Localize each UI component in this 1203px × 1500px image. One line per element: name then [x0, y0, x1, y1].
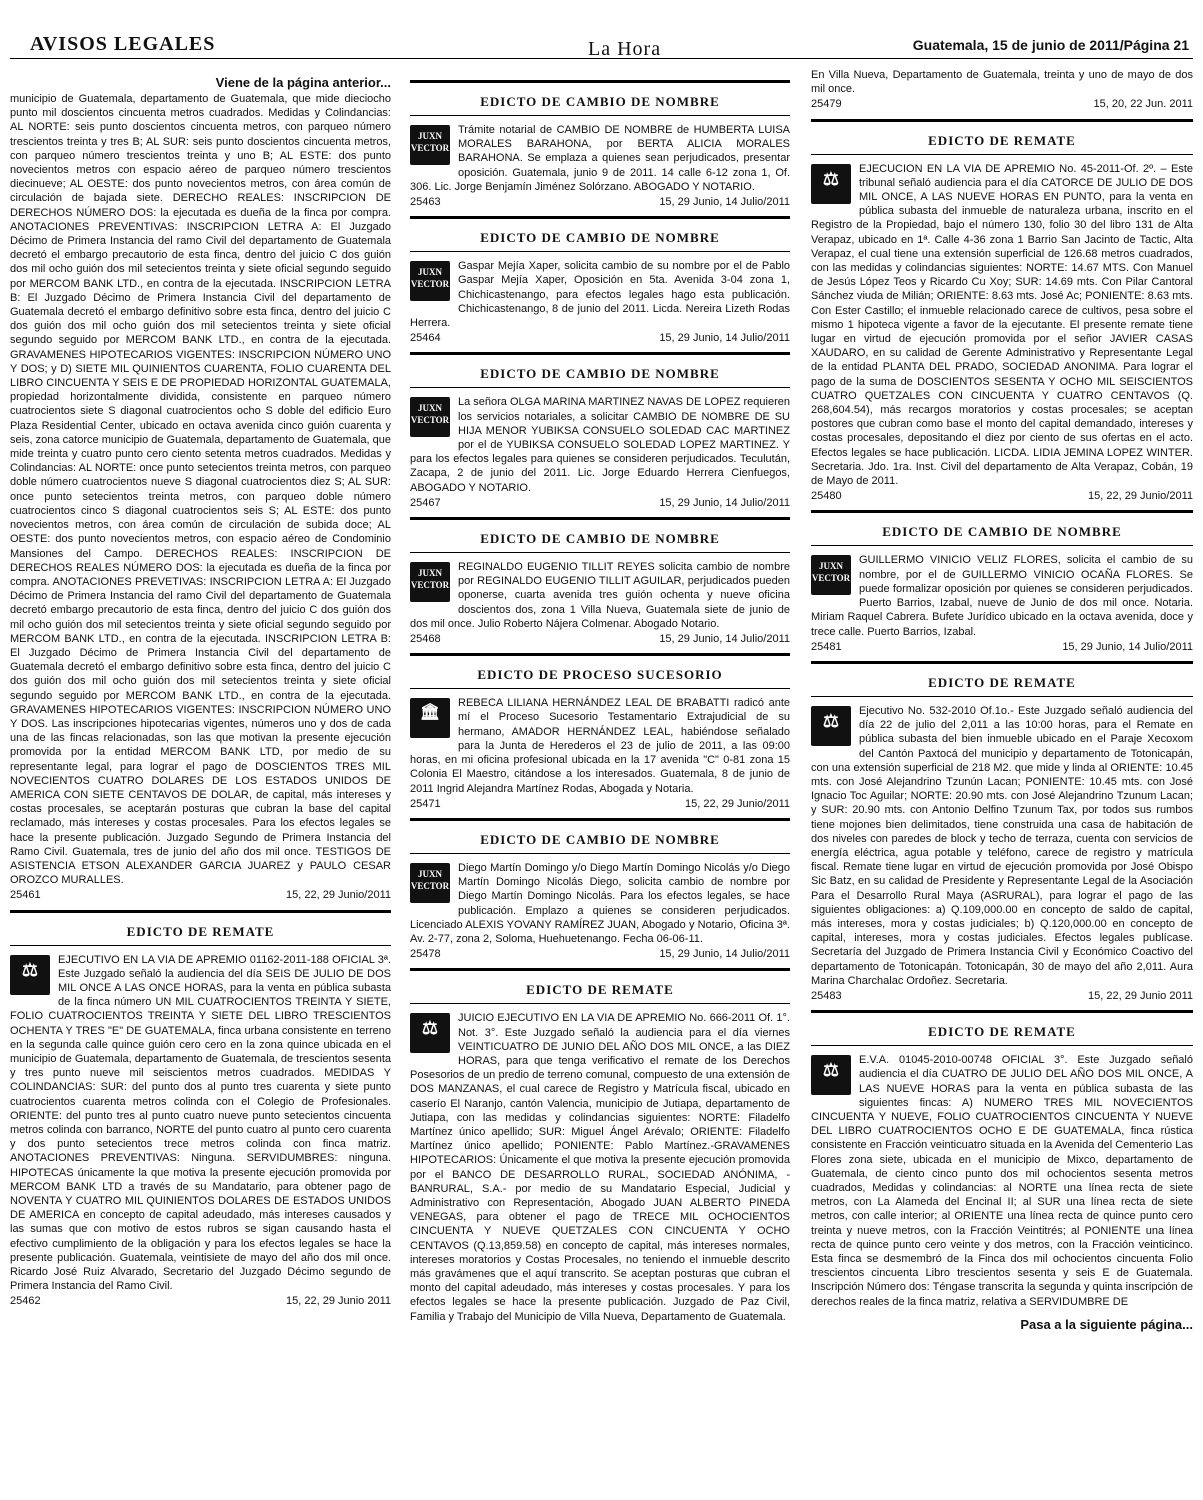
notice-number: 25464 — [410, 332, 441, 345]
notice-text: municipio de Guatemala, departamento de Guatemala, que mide dieciocho punto mil doscientos cincuenta metros cuadrados. Medidas y Colindancias: AL NORTE: seis punto doscientos cincuenta metros, con parqueo número trescientos treinta y tres B; AL SUR: seis punto doscientos cincuenta metros, con parqueo número trescientos treinta y uno B; AL ESTE: dos punto novecientos metros con espacio aéreo de parqueo número trescientos diecinueve; AL OESTE: dos punto novecientos metros, con área común de circulación de bajada siete. DERECHO REALES: INSCRIPCION DE DERECHOS NÚMERO DOS: la ejecutada es dueña de la finca por compra. ANOTACIONES PREVENTIVAS: INSCRIPCION LETRA A: El Juzgado Décimo de Primera Instancia del ramo Civil del departamento de Guatemala decretó el embargo precautorio de esta finca, dentro del juicio C dos guión dos mil ocho guión dos mil setecientos treinta y siete oficial segundo seguido por MERCOM BANK LTD., en contra de la ejecutada. INSCRIPCION LETRA B: El Juzgado Décimo de Primera Instancia Civil del departamento de Guatemala decretó el embargo definitivo sobre esta finca, dentro del juicio C dos guión dos mil ocho guión dos mil setecientos treinta y siete oficial segundo seguido por MERCOM BANK LTD., en contra de la ejecutada. GRAVAMENES HIPOTECARIOS VIGENTES: INSCRIPCION NÚMERO UNO Y DOS; y D) SIETE MIL QUINIENTOS CUARENTA, FOLIO CUARENTA DEL LIBRO CINCUENTA Y SEIS E DE PROPIEDAD HORIZONTAL GUATEMALA, propiedad horizontalmente dividida, consistente en parqueo número cuatrocientos siete S diagonal cuatrocientos ocho S doble del edificio Euro Plaza Residential Center, ubicado en octava avenida cinco guión cuarenta y seis, zona catorce municipio de Guatemala, departamento de Guatemala, que mide treinta y cuatro punto cero ciento setenta metros cuadrados. Medidas y Colindancias: AL NORTE: once punto setecientos treinta metros, con parqueo doble número cuatrocientos nueve S diagonal cuatrocientos diez S; AL SUR: once punto setecientos treinta metros, con parqueo doble número cuatrocientos cinco S diagonal cuatrocientos seis S; AL ESTE: dos punto novecientos metros, con área común de circulación de subida doce; AL OESTE: dos punto novecientos metros, con espacio aéreo de Condominio Mansiones del Campo. DERECHOS REALES: INSCRIPCION DE DERECHOS REALES NÚMERO DOS: la ejecutada es dueña de la finca por compra. ANOTACIONES PREVETIVAS: INSCRIPCION LETRA A: El Juzgado Décimo de Primera Instancia del ramo Civil del departamento de Guatemala decretó embargo precautorio de esta finca, dentro del juicio C dos guión dos mil ocho guión dos mil setecientos treinta y siete oficial segundo seguido por MERCOM BANK LTD., en contra de la ejecutada. INSCRIPCION LETRA B: El Juzgado Décimo de Primera Instancia Civil del departamento de Guatemala decretó el embargo definitivo sobre esta finca, dentro del juicio C dos guión dos mil ocho guión dos mil setecientos treinta y siete oficial segundo seguido por MERCOM BANK LTD., en contra de la ejecutada. GRAVAMENES HIPOTECARIOS VIGENTES: INSCRIPCION NÚMERO UNO Y DOS. Las inscripciones hipotecarias vigentes, números uno y dos de cada una de las fincas relacionadas, son las que motivan la presente ejecución promovida por la entidad MERCOM BANK LTD, por medio de su representante legal, para lograr el pago de DOSCIENTOS TRES MIL NOVECIENTOS CUATRO DOLARES DE LOS ESTADOS UNIDOS DE AMERICA CON SIETE CENTAVOS DE DOLAR, de capital, más intereses y costas procesales, se aceptarán posturas que cubran la base del capital reclamado, más intereses y costas procesales. Para los efectos legales se hace la presente publicación. Juzgado Segundo de Primera Instancia del Ramo Civil. Guatemala, tres de junio del año dos mil once. TESTIGOS DE ASISTENCIA ETSON ALEXANDER GARCIA JUAREZ y PAULO CESAR OROZCO MURALLES. — [10, 93, 391, 887]
notice-dates: 15, 22, 29 Junio/2011 — [1088, 490, 1193, 503]
remate-notice — [410, 968, 790, 1323]
notice-dates: 15, 29 Junio, 14 Julio/2011 — [659, 633, 790, 646]
notice-dates: 15, 29 Junio, 14 Julio/2011 — [659, 332, 790, 345]
name-change-notice — [410, 818, 790, 961]
notice-dates: 15, 29 Junio, 14 Julio/2011 — [659, 948, 790, 961]
notice-number: 25461 — [10, 889, 41, 902]
name-change-notice — [811, 510, 1193, 653]
notice-dates: 15, 29 Junio, 14 Julio/2011 — [1062, 640, 1193, 653]
section-heading: EDICTO DE CAMBIO DE NOMBRE — [410, 224, 790, 252]
notice-number: 25463 — [410, 196, 441, 209]
notary-logo-icon: JUXN VECTOR — [811, 555, 851, 595]
notice-dates: 15, 22, 29 Junio 2011 — [1088, 989, 1193, 1002]
notice-number: 25467 — [410, 496, 441, 509]
notice-number: 25468 — [410, 633, 441, 646]
section-heading: EDICTO DE CAMBIO DE NOMBRE — [410, 525, 790, 553]
notice-number: 25480 — [811, 490, 842, 503]
notice-text: EJECUTIVO EN LA VIA DE APREMIO 01162-2011-188 OFICIAL 3ª. Este Juzgado señaló la audiencia del día SEIS DE JULIO DE DOS MIL ONCE A LAS ONCE HORAS, para la venta en pública subasta de la finca número UN MIL CUATROCIENTOS TREINTA Y SIETE, FOLIO CUATROCIENTOS TREINTA Y SIETE DEL LIBRO TRESCIENTOS OCHENTA Y TRES "E" DE GUATEMALA, finca urbana consistente en terreno en la segunda calle quince guión cero cero en la zona quince ubicada en el municipio de Guatemala, departamento de Guatemala, de trescientos sesenta y tres punto nueve mil seiscientos metros cuadrados. MEDIDAS Y COLINDANCIAS: SUR: del punto dos al punto tres cuarenta y siete punto cuatrocientos cuarenta metros colinda con el Colegio de Profesionales. ORIENTE: del punto tres al punto cuatro nueve punto setecientos cincuenta metros colinda con barranco, NORTE del punto cuatro al punto cero cuarenta y dos punto setecientos trece metros colinda con finca matriz. ANOTACIONES PREVENTIVAS: Ninguna. SERVIDUMBRES: ninguna. HIPOTECAS únicamente la que motiva la presente ejecución promovida por MERCOM BANK LTD a través de su Mandatario, para obtener pago de NOVENTA Y CUATRO MIL QUINIENTOS DOLARES DE ESTADOS UNIDOS DE AMERICA en concepto de capital adeudado, más intereses causados y las sumas que con motivo de estos rubros se sigan causando hasta el efectivo cumplimiento de la obligación y para los efectos legales se hace la presente publicación. Guatemala, veintisiete de mayo del año dos mil once. Ricardo José Ruiz Alvarado, Secretario del Juzgado Décimo segundo de Primera Instancia del Ramo Civil. — [10, 953, 391, 1293]
notice-meta — [410, 496, 790, 510]
column-2 — [410, 68, 790, 1494]
name-change-notice — [410, 352, 790, 510]
notice-text: Diego Martín Domingo y/o Diego Martín Domingo Nicolás y/o Diego Martín Domingo Nicolás Diego, solicita cambio de nombre por Diego Martín Domingo Nicolás. Para los efectos legales, se hace publicación. Emplazo a quienes se consideren perjudicados. Licenciado ALEXIS YOVANY RAMÍREZ JUAN, Abogado y Notario, Oficina 3ª. Av. 2-77, zona 2, Soloma, Huehuetenango. Fecha 06-06-11. — [410, 861, 790, 945]
section-heading: EDICTO DE PROCESO SUCESORIO — [410, 661, 790, 689]
notice-meta — [10, 1294, 391, 1308]
section-heading: EDICTO DE REMATE — [811, 669, 1193, 697]
remate-section — [10, 910, 391, 1309]
notice-meta — [410, 947, 790, 961]
column-1 — [10, 68, 391, 1494]
notice-meta — [10, 888, 391, 902]
notice-text: Trámite notarial de CAMBIO DE NOMBRE de HUMBERTA LUISA MORALES BARAHONA, por BERTA ALICIA MORALES BARAHONA. Se emplaza a quienes sean perjudicados, presentar oposición. Guatemala, junio 9 de 2011. 14 calle 6-12 zona 1, Of. 306. Lic. Jorge Benjamín Jiménez Solórzano. ABOGADO Y NOTARIO. — [410, 124, 790, 193]
gavel-icon: ⚖ — [410, 1013, 450, 1053]
notice-text: REGINALDO EUGENIO TILLIT REYES solicita cambio de nombre por REGINALDO EUGENIO TILLIT AGUILAR, perjudicados pueden oponerse, cuarta avenida tres guión ochenta y nueve oficina doscientos dos, zona 1 Villa Nueva, Guatemala siete de junio de dos mil once. Julio Roberto Nájera Colmenar. Abogado Notario. — [410, 561, 790, 630]
notice-text: REBECA LILIANA HERNÁNDEZ LEAL DE BRABATTI radicó ante mí el Proceso Sucesorio Testamentario Extrajudicial de su hermano, AMADOR HERNÁNDEZ LEAL, habiéndose señalado para la Junta de Herederos el 23 de julio de 2011, a las 09:00 horas, en mi oficina profesional ubicada en la 17 avenida "C" 0-81 zona 15 Colonia El Maestro, citándose a los interesados. Guatemala, 8 de junio de 2011 Ingrid Alejandra Martínez Rodas, Abogada y Notaria. — [410, 697, 790, 795]
header-rule — [10, 58, 1193, 59]
notice-meta — [811, 640, 1193, 654]
notice-meta — [410, 797, 790, 811]
notice-dates: 15, 29 Junio, 14 Julio/2011 — [659, 496, 790, 509]
notary-logo-icon: JUXN VECTOR — [410, 261, 450, 301]
notice-dates: 15, 22, 29 Junio/2011 — [685, 797, 790, 810]
notice-number: 25481 — [811, 640, 842, 653]
notice-text: Ejecutivo No. 532-2010 Of.1o.- Este Juzgado señaló audiencia del día 22 de julio del 2,011 a las 10:00 horas, para el Remate en pública subasta del bien inmueble ubicado en el Paraje Xecoxom del Cantón Paxtocá del municipio y departamento de Totonicapán, con una extensión superficial de 218 M2. que mide y linda al ORIENTE: 10.45 mts. con José Alejandrino Tzunún Lacan; PONIENTE: 10.45 mts. con José Ignacio Toc Aguilar; NORTE: 20.90 mts. con José Alejandrino Tzunum Lacan; y SUR: 20.90 mts. con Antonio Delfino Tzunum Tax, por todos sus rumbos tiene mojones bien delimitados, tiene construida una casa de habitación de dos niveles con paredes de block y techo de terraza, cuenta con servicios de energía eléctrica, agua potable y teléfono, carece de registro y matrícula fiscal. Remate tiene lugar en virtud de ejecución promovida por José Obispo Sic Batz, en su calidad de Presidente y Representante Legal de la Asociación Para el Desarrollo Rural Maya (ASRURAL), para lograr el pago de las siguientes obligaciones: a) Q.109,000.00 en concepto de saldo de capital, más intereses, mora y costas judiciales; b) Q.120,000.00 en concepto de capital, intereses, mora y costas judiciales. Efectos legales publícase. Secretaría del Juzgado de Primera Instancia Civil y Económico Coactivo del departamento de Totonicapán. Totonicapán, 30 de mayo del año 2,011. Aura Marina Charchalac Ordoñez. Secretaria. — [811, 704, 1193, 987]
gavel-icon: ⚖ — [811, 706, 851, 746]
section-heading: EDICTO DE CAMBIO DE NOMBRE — [410, 360, 790, 388]
notice-dates: 15, 29 Junio, 14 Julio/2011 — [659, 196, 790, 209]
section-heading: EDICTO DE CAMBIO DE NOMBRE — [410, 826, 790, 854]
succession-notice — [410, 653, 790, 811]
notice-text: La señora OLGA MARINA MARTINEZ NAVAS DE LOPEZ requieren los servicios notariales, a solicitar CAMBIO DE NOMBRE DE SU HIJA MENOR YUBIKSA CONSUELO SOLEDAD CAC MARTINEZ por el de YUBIKSA CONSUELO SOLEDAD LOPEZ MARTINEZ. Y para los efectos legales para quienes se consideren perjudicados. Teculután, Zacapa, 2 de junio del 2011. Lic. Jorge Eduardo Herrera Cienfuegos, ABOGADO Y NOTARIO. — [410, 396, 790, 494]
notary-logo-icon: JUXN VECTOR — [410, 125, 450, 165]
notice-text: JUICIO EJECUTIVO EN LA VIA DE APREMIO No. 666-2011 Of. 1°. Not. 3°. Este Juzgado señaló la audiencia para el día viernes VEINTICUATRO DE JUNIO DEL AÑO DOS MIL ONCE, a las DIEZ HORAS, para que tenga verificativo el remate de los Derechos Posesorios de un predio de terreno comunal, compuesto de una extensión de DOS MANZANAS, el cual carece de Registro y Matrícula fiscal, ubicado en caserío El Naranjo, cantón Valencia, municipio de Jutiapa, departamento de Jutiapa, con las medidas y colindancias siguientes: NORTE: Filadelfo Martínez único apellido; SUR: Miguel Ángel Arévalo; ORIENTE: Filadelfo Martínez único apellido; PONIENTE: Pablo Martínez.-GRAVAMENES HIPOTECARIOS: Únicamente el que motiva la presente ejecución promovida por el BANCO DE DESARROLLO RURAL, SOCIEDAD ANÓNIMA, -BANRURAL, S.A.- por medio de su Mandatario Especial, Judicial y Administrativo con Representación, Abogado JUAN ALBERTO PINEDA VENEGAS, para obtener el pago de TRECE MIL OCHOCIENTOS CINCUENTA Y NUEVE QUETZALES CON CINCUENTA Y OCHO CENTAVOS (Q.13,859.58) en concepto de capital, más intereses normales, intereses moratorios y Costas Procesales, no teniendo el inmueble descrito más gravámenes que el aquí transcrito. Se aceptan posturas que cubran el monto del capital adeudado, más intereses y costas procesales. Y para los efectos legales se hace la presente publicación. Juzgado de Paz Civil, Familia y Trabajo del Municipio de Villa Nueva, Departamento de Guatemala. — [410, 1012, 790, 1323]
notice-text: Gaspar Mejía Xaper, solicita cambio de su nombre por el de Pablo Gaspar Mejía Xaper, Oposición en 5ta. Avenida 3-04 zona 1, Chichicastenango, para efectos legales hago esta publicación. Chichicastenango, 8 de junio del 2011. Licda. Nereira Lizeth Rodas Herrera. — [410, 260, 790, 330]
notice-meta — [410, 632, 790, 646]
notice-number: 25462 — [10, 1295, 41, 1308]
gavel-icon: ⚖ — [811, 1055, 851, 1095]
continued-label: Viene de la página anterior... — [215, 75, 391, 90]
notice-dates: 15, 22, 29 Junio 2011 — [286, 1295, 391, 1308]
column-3 — [811, 68, 1193, 1494]
notice-number: 25483 — [811, 989, 842, 1002]
section-heading: EDICTO DE CAMBIO DE NOMBRE — [811, 518, 1193, 546]
notice-dates: 15, 20, 22 Jun. 2011 — [1093, 98, 1193, 111]
notice-text: EJECUCION EN LA VIA DE APREMIO No. 45-2011-Of. 2º. – Este tribunal señaló audiencia para el día CATORCE DE JULIO DE DOS MIL ONCE, A LAS NUEVE HORAS EN PUNTO, para la venta en pública subasta del inmueble de naturaleza urbana, inscrito en el Registro de la Propiedad, bajo el número 130, folio 30 del libro 131 de Alta Verapaz, ubicado en 1ª. Calle 4-36 zona 1 Barrio San Jacinto de Tactic, Alta Verapaz, el cual tiene una extensión superficial de 126.68 metros cuadrados, con las medidas y colindancias siguientes: NORTE: 14.67 MTS. Con Manuel de Jesús López Teos y Ricardo Cu Xoy; SUR: 14.69 mts. Con Pilar Cantoral Sánchez viuda de Milián; ORIENTE: 8.63 mts. José Ac; PONIENTE: 8.63 mts. Con Ester Castillo; el inmueble relacionado carece de cultivos, pesa sobre el mismo 1 hipoteca vigente a favor de la ejecutante. El presente remate tiene lugar en virtud de ejecución promovida por el señor JAVIER CASAS XAUDARO, en su calidad de Gerente Administrativo y Representante Legal de la entidad PLANTA DEL PRADO, SOCIEDAD ANONIMA. Para lograr el pago de la suma de DOSCIENTOS SESENTA Y OCHO MIL SEISCIENTOS CUATRO QUETZALES CON CINCUENTA Y CUATRO CENTAVOS (Q. 268,604.54), más recargos moratorios y costas procesales; se aceptan postores que cubran como base el monto del capital demandado, intereses y costas procesales, depositando el diez por ciento de sus ofertas en el acto. Efectos legales se hace publicación. LICDA. LIDIA JEMINA LOPEZ WINTER. Secretaria. Jdo. 1ra. Inst. Civil del departamento de Alta Verapaz, Cobán, 19 de Mayo de 2011. — [811, 162, 1193, 488]
section-heading: EDICTO DE REMATE — [811, 1018, 1193, 1046]
notice-meta — [811, 989, 1193, 1003]
section-title: AVISOS LEGALES — [30, 33, 216, 55]
section-heading: EDICTO DE REMATE — [10, 918, 391, 946]
remate-notice — [811, 119, 1193, 504]
notice-number: 25471 — [410, 797, 441, 810]
name-change-notice — [410, 216, 790, 345]
notice-text: GUILLERMO VINICIO VELIZ FLORES, solicita el cambio de su nombre, por el de GUILLERMO VINICIO OCAÑA FLORES. Se puede formalizar oposición por quienes se consideren perjudicados. Puerto Barrios, Izabal, nueve de Junio de dos mil once. Notaria. Miriam Raquel Cabrera. Bufete Jurídico ubicado en la octava avenida, doce y trece calle. Puerto Barrios, Izabal. — [811, 554, 1193, 638]
section-heading: EDICTO DE CAMBIO DE NOMBRE — [410, 88, 790, 116]
page-header — [0, 0, 1203, 60]
notary-logo-icon: JUXN VECTOR — [410, 397, 450, 437]
notice-meta — [811, 489, 1193, 503]
name-change-notice — [410, 80, 790, 209]
continues-label: Pasa a la siguiente página... — [1020, 1316, 1193, 1332]
notice-meta — [410, 331, 790, 345]
name-change-notice — [410, 517, 790, 646]
gavel-icon: ⚖ — [10, 955, 50, 995]
notice-text: En Villa Nueva, Departamento de Guatemala, treinta y uno de mayo de dos mil once. — [811, 69, 1193, 96]
notice-number: 25478 — [410, 948, 441, 961]
notice-text: E.V.A. 01045-2010-00748 OFICIAL 3°. Este Juzgado señaló audiencia el día CUATRO DE JULIO DEL AÑO DOS MIL ONCE, A LAS NUEVE HORAS para la venta en pública subasta de las siguientes fincas: A) NUMERO TRES MIL NOVECIENTOS CINCUENTA Y NUEVE, FOLIO CUATROCIENTOS CINCUENTA Y NUEVE DEL LIBRO CUATROCIENTOS OCHO E DE GUATEMALA, finca rústica consistente en Fracción veinticuatro situada en la Avenida del Cementerio Las Flores zona siete, ubicada en el municipio de Mixco, departamento de Guatemala, de ciento cinco punto dos mil ochocientos sesenta metros cuadrados, Medidas y colindancias: al NORTE una línea recta de siete metros, con La Alameda del Encinal II; al SUR una línea recta de siete metros, con calle interior; al ORIENTE una línea recta de quince punto cero treinta y nueve metros, con la Fracción Veintitrés; al PONIENTE una línea recta de quince punto cero veinte y dos metros, con la Fracción veinticinco. Esta finca se desmembró de la Finca dos mil ochocientos cincuenta Folio trescientos cincuenta Libro trescientos sesenta y seis E de Guatemala. Inscripción Número dos: Téngase transcrita la segunda y quinta inscripción de derechos reales de la finca matriz, relativa a SERVIDUMBRE DE — [811, 1054, 1193, 1308]
section-heading: EDICTO DE REMATE — [410, 976, 790, 1004]
notice-meta — [410, 195, 790, 209]
court-icon: 🏛 — [410, 698, 450, 738]
section-heading: EDICTO DE REMATE — [811, 127, 1193, 155]
date-page: Guatemala, 15 de junio de 2011/Página 21 — [912, 37, 1189, 53]
notary-logo-icon: JUXN VECTOR — [410, 562, 450, 602]
notice-number: 25479 — [811, 98, 842, 111]
notice-meta — [811, 97, 1193, 111]
notary-logo-icon: JUXN VECTOR — [410, 863, 450, 903]
remate-notice — [811, 1010, 1193, 1309]
newspaper-name: La Hora — [588, 38, 662, 60]
gavel-icon: ⚖ — [811, 164, 851, 204]
notice-dates: 15, 22, 29 Junio/2011 — [286, 889, 391, 902]
remate-notice — [811, 661, 1193, 1003]
